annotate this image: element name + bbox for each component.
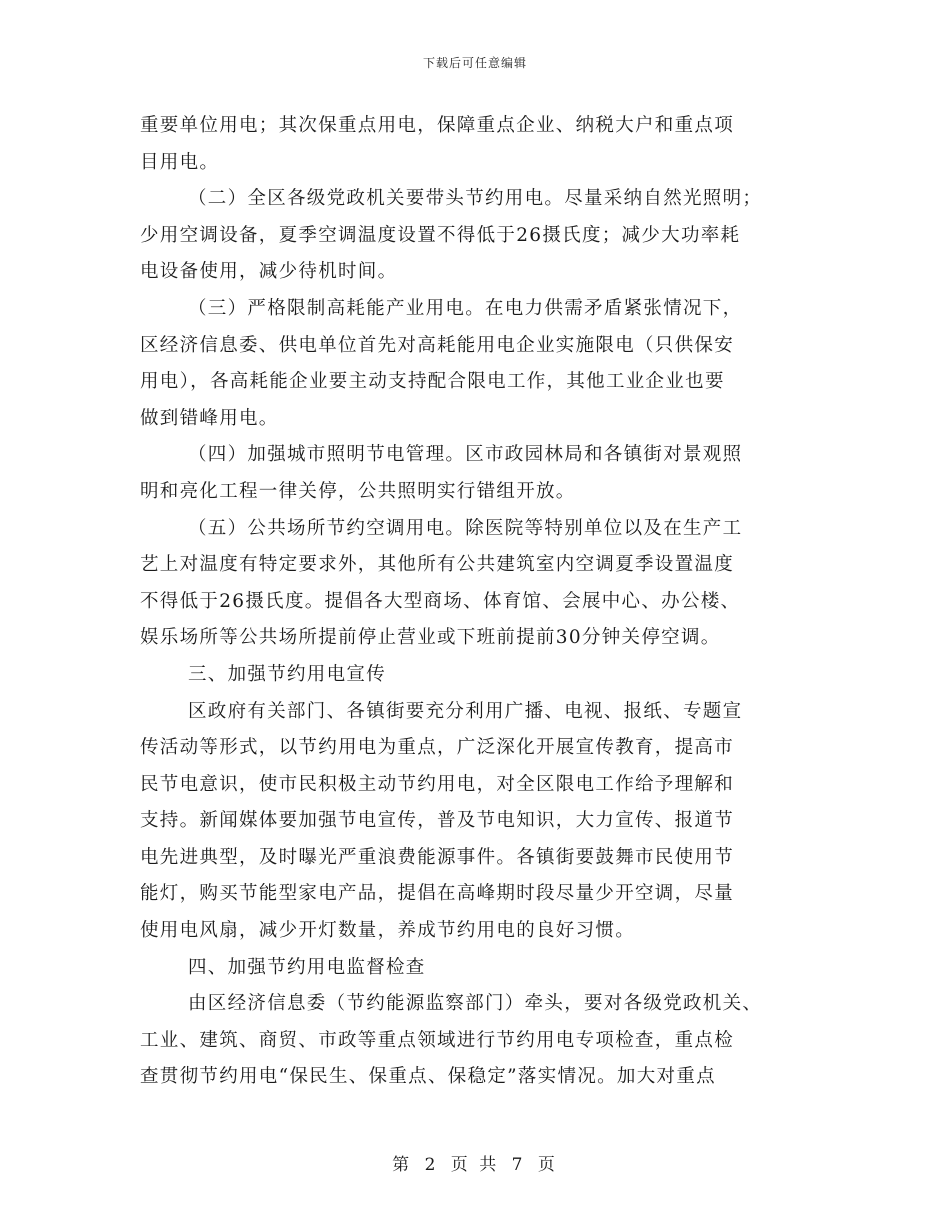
text-line: 区经济信息委、供电单位首先对高耗能用电企业实施限电（只供保安 [140,334,735,356]
footer-page-number: 2 [424,1155,439,1175]
text-line: 明和亮化工程一律关停，公共照明实行错组开放。 [140,480,576,502]
text-line: 三、加强节约用电宣传 [188,663,387,685]
text-line: 不得低于26摄氏度。提倡各大型商场、体育馆、会展中心、办公楼、 [140,590,741,612]
text-line: （四）加强城市照明节电管理。区市政园林局和各镇街对景观照 [188,444,743,466]
text-line: 电先进典型，及时曝光严重浪费能源事件。各镇街要鼓舞市民使用节 [140,846,735,868]
text-line: 民节电意识，使市民积极主动节约用电，对全区限电工作给予理解和 [140,773,735,795]
header-note: 下载后可任意编辑 [422,56,527,70]
footer-suffix: 页 [537,1155,558,1175]
text-line: 使用电风扇，减少开灯数量，养成节约用电的良好习惯。 [140,920,636,942]
page-footer [0,1150,950,1175]
text-line: 重要单位用电；其次保重点用电，保障重点企业、纳税大户和重点项 [140,115,735,136]
text-line: 查贯彻节约用电“保民生、保重点、保稳定”落实情况。加大对重点 [140,1066,716,1088]
text-line: 艺上对温度有特定要求外，其他所有公共建筑室内空调夏季设置温度 [140,554,735,576]
text-line: 少用空调设备，夏季空调温度设置不得低于26摄氏度；减少大功率耗 [140,224,741,246]
text-line: 由区经济信息委（节约能源监察部门）牵头，要对各级党政机关、 [188,993,763,1015]
text-line: 传活动等形式，以节约用电为重点，广泛深化开展宣传教育，提高市 [140,737,735,759]
footer-total-pages: 7 [511,1155,526,1175]
footer-middle: 页 共 [450,1155,500,1175]
text-line: （二）全区各级党政机关要带头节约用电。尽量采纳自然光照明； [188,188,763,210]
text-line: 四、加强节约用电监督检查 [188,956,426,978]
text-line: 支持。新闻媒体要加强节电宣传，普及节电知识，大力宣传、报道节 [140,810,735,832]
text-line: 区政府有关部门、各镇街要充分利用广播、电视、报纸、专题宣 [188,700,743,722]
text-line: 目用电。 [140,151,220,173]
text-line: 用电），各高耗能企业要主动支持配合限电工作，其他工业企业也要 [140,371,725,393]
text-line: 电设备使用，减少待机时间。 [140,261,398,283]
text-line: （五）公共场所节约空调用电。除医院等特别单位以及在生产工 [188,517,743,539]
text-line: 做到错峰用电。 [140,407,279,429]
text-line: 娱乐场所等公共场所提前停止营业或下班前提前30分钟关停空调。 [140,627,721,649]
body-text [140,108,820,1096]
footer-prefix: 第 [392,1155,413,1175]
text-line: 能灯，购买节能型家电产品，提倡在高峰期时段尽量少开空调，尽量 [140,883,735,905]
text-line: （三）严格限制高耗能产业用电。在电力供需矛盾紧张情况下， [188,297,743,319]
text-line: 工业、建筑、商贸、市政等重点领域进行节约用电专项检查，重点检 [140,1029,735,1051]
